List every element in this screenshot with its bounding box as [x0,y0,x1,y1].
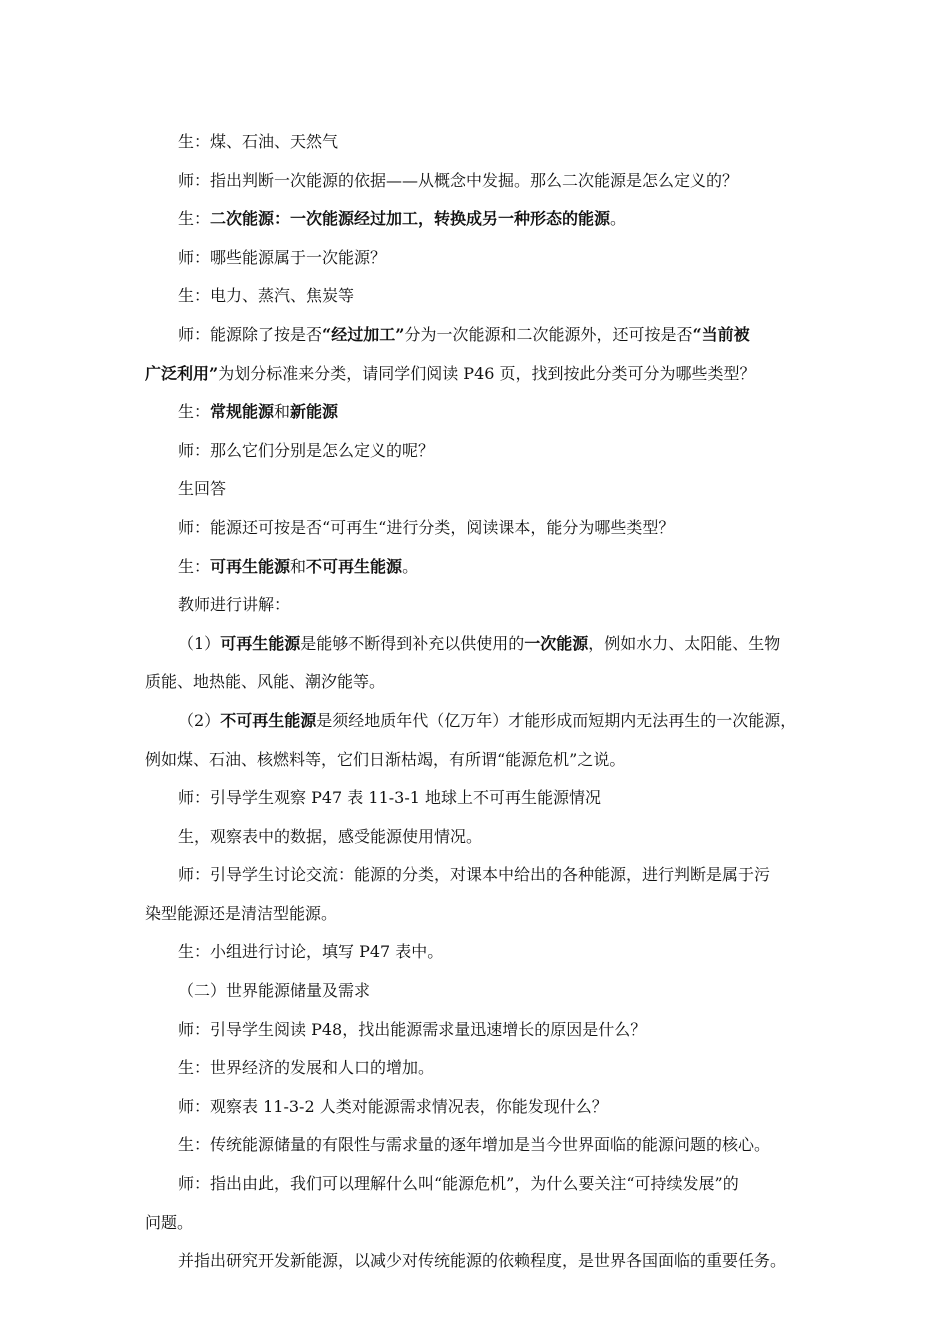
bold-text: 广泛利用” [145,363,219,383]
text-line [145,1204,815,1243]
text-run: 染型能源还是清洁型能源。 [145,903,338,923]
text-line [145,1242,815,1281]
bold-text: 可再生能源 [220,633,301,653]
text-line [145,162,815,201]
text-line [145,663,815,702]
text-line [145,548,815,587]
text-run: （2） [178,710,221,730]
text-line [145,432,815,471]
text-run: ，例如水力、太阳能、生物 [588,633,781,653]
bold-text: 新能源 [290,402,339,422]
text-line [145,856,815,895]
text-line [145,355,815,394]
text-run: 生： [178,556,211,576]
text-run: 。 [402,556,419,576]
text-run: 师：能源还可按是否“可再生“进行分类，阅读课本，能分为哪些类型？ [178,517,675,537]
text-run: 师：观察表 11-3-2 人类对能源需求情况表，你能发现什么？ [178,1096,608,1116]
text-run: 是能够不断得到补充以供使用的 [300,633,525,653]
text-line [145,1088,815,1127]
text-line [145,1049,815,1088]
text-run: 质能、地热能、风能、潮汐能等。 [145,672,386,692]
text-run: 分为一次能源和二次能源外，还可按是否 [404,324,693,344]
text-run: 生回答 [178,479,227,499]
text-line [145,586,815,625]
text-line [145,972,815,1011]
text-line [145,818,815,857]
text-line [145,316,815,355]
text-run: 师：哪些能源属于一次能源？ [178,247,387,267]
text-line [145,393,815,432]
bold-text: “当前被 [692,324,750,344]
text-run: 例如煤、石油、核燃料等，它们日渐枯竭，有所谓“能源危机”之说。 [145,749,626,769]
text-run: 。 [610,209,627,229]
text-run: 师：指出判断一次能源的依据——从概念中发掘。那么二次能源是怎么定义的？ [178,170,739,190]
bold-text: 不可再生能源 [220,710,317,730]
text-run: 生：煤、石油、天然气 [178,132,339,151]
document-body [145,123,815,1281]
text-line [145,1126,815,1165]
text-line [145,1011,815,1050]
bold-text: 可再生能源 [210,556,291,576]
text-run: 师：能源除了按是否 [178,324,323,344]
text-run: （1） [178,633,221,653]
text-run: 师：引导学生讨论交流：能源的分类，对课本中给出的各种能源，进行判断是属于污 [178,865,771,885]
text-line [145,123,815,162]
text-line [145,779,815,818]
text-run: 和 [290,556,307,576]
text-line [145,277,815,316]
bold-text: 不可再生能源 [306,556,403,576]
text-line [145,200,815,239]
text-run: 生：世界经济的发展和人口的增加。 [178,1058,435,1078]
text-line [145,702,815,741]
text-run: 和 [274,402,291,422]
text-run: （二）世界能源储量及需求 [178,981,371,1001]
text-run: 并指出研究开发新能源，以减少对传统能源的依赖程度，是世界各国面临的重要任务。 [178,1251,787,1271]
text-run: 生，观察表中的数据，感受能源使用情况。 [178,826,483,846]
text-line [145,509,815,548]
text-run: 师：那么它们分别是怎么定义的呢？ [178,440,435,460]
text-run: 问题。 [145,1212,194,1232]
text-run: 生：电力、蒸汽、焦炭等 [178,286,355,306]
text-line [145,933,815,972]
text-run: 生： [178,402,211,422]
text-line [145,895,815,934]
bold-text: 二次能源：一次能源经过加工，转换成另一种形态的能源 [210,209,611,229]
bold-text: “经过加工” [322,324,405,344]
text-line [145,741,815,780]
text-run: 生： [178,209,211,229]
text-line [145,470,815,509]
text-run: 是须经地质年代（亿万年）才能形成而短期内无法再生的一次能源， [316,710,797,730]
text-run: 生：传统能源储量的有限性与需求量的逐年增加是当今世界面临的能源问题的核心。 [178,1135,771,1155]
text-line [145,1165,815,1204]
text-run: 教师进行讲解： [178,595,291,615]
text-line [145,625,815,664]
bold-text: 常规能源 [210,402,275,422]
text-line [145,239,815,278]
text-run: 为划分标准来分类，请同学们阅读 P46 页，找到按此分类可分为哪些类型？ [218,363,756,383]
text-run: 师：引导学生阅读 P48，找出能源需求量迅速增长的原因是什么？ [178,1019,647,1039]
text-run: 师：引导学生观察 P47 表 11-3-1 地球上不可再生能源情况 [178,788,602,808]
text-run: 生：小组进行讨论，填写 P47 表中。 [178,942,444,962]
text-run: 师：指出由此，我们可以理解什么叫“能源危机”，为什么要关注“可持续发展”的 [178,1174,739,1194]
bold-text: 一次能源 [524,633,589,653]
